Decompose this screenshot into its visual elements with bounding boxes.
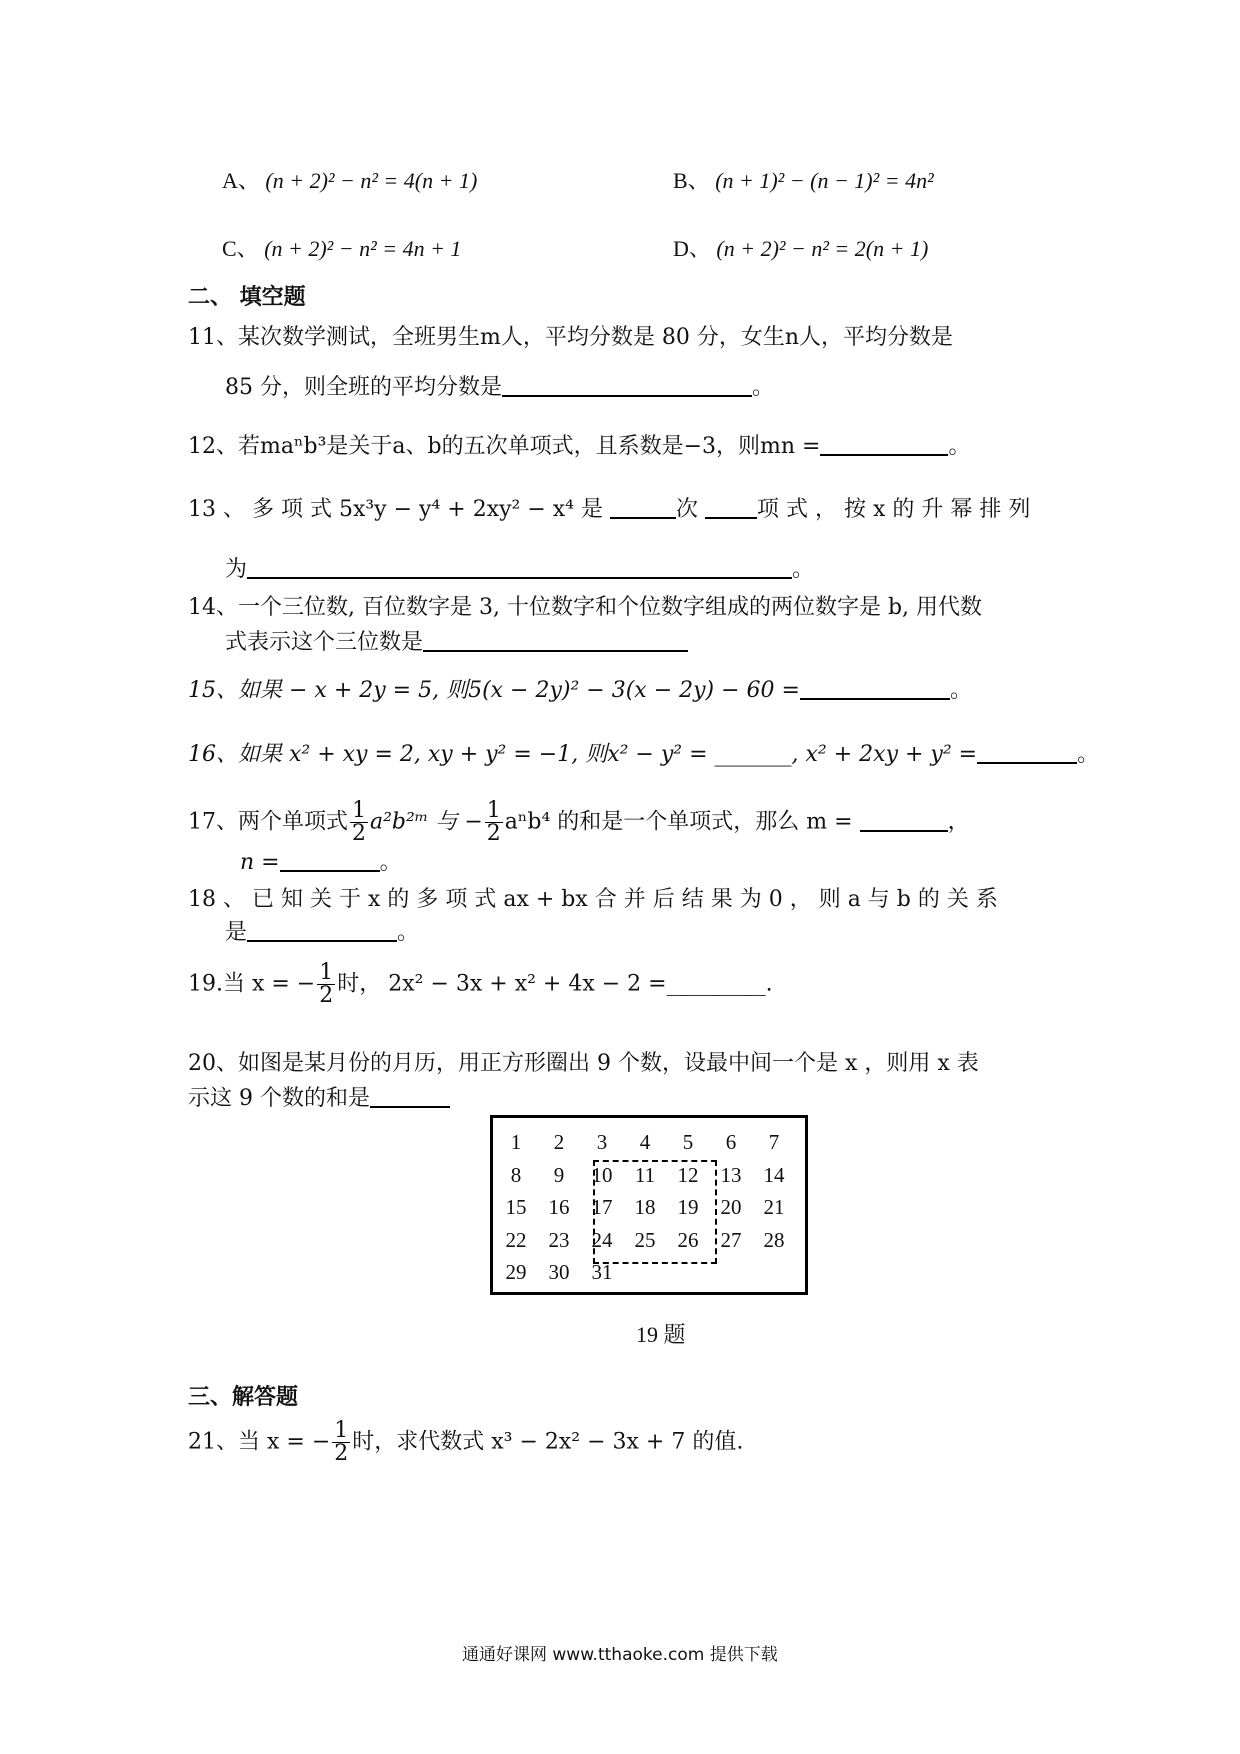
- option-a: [222, 166, 477, 196]
- q13-line2: [225, 555, 814, 585]
- q19: [188, 962, 773, 1007]
- calendar-caption: 19 题: [636, 1322, 686, 1347]
- calendar-day: 5: [682, 1130, 694, 1154]
- calendar-day: 18: [634, 1195, 656, 1219]
- q21-prefix: 21、当 x = −: [188, 1429, 331, 1455]
- calendar-day: 23: [548, 1228, 570, 1252]
- q18-tail: 。: [397, 920, 420, 945]
- section-3-title: 三、解答题: [188, 1385, 299, 1410]
- calendar-day: 9: [553, 1163, 565, 1187]
- calendar-day: 3: [596, 1130, 608, 1154]
- calendar-day: 31: [591, 1260, 613, 1284]
- calendar-day: 4: [639, 1130, 651, 1154]
- option-c-expr: (n + 2)² − n² = 4n + 1: [264, 236, 462, 261]
- q16-text: 16、如果 x² + xy = 2, xy + y² = −1, 则x² − y² = _______, x² + 2xy + y² =: [188, 742, 978, 767]
- q17-line2: [240, 848, 402, 878]
- q15-text: 15、如果 − x + 2y = 5, 则5(x − 2y)² − 3(x − 2y) − 60 =: [188, 678, 800, 703]
- q13-order-blank[interactable]: [247, 555, 792, 579]
- q11-line1: 11、某次数学测试，全班男生m人，平均分数是 80 分，女生n人，平均分数是: [188, 325, 954, 350]
- q20-line1: 20、如图是某月份的月历，用正方形圈出 9 个数，设最中间一个是 x ，则用 x 表: [188, 1051, 979, 1076]
- calendar-day: 13: [720, 1163, 742, 1187]
- q13-degree-blank[interactable]: [610, 495, 676, 519]
- q18-answer-blank[interactable]: [247, 918, 397, 942]
- q17-tail2: 。: [379, 850, 402, 875]
- option-b-label: B、: [673, 168, 710, 193]
- q13-tail: 。: [792, 557, 815, 582]
- q15-answer-blank[interactable]: [800, 676, 950, 700]
- calendar-day: 1: [510, 1130, 522, 1154]
- q13-line1: [188, 495, 1030, 525]
- q18-text: 是: [225, 920, 248, 945]
- q21-fraction: $\frac{1}{2}$: [334, 1418, 349, 1466]
- calendar-day: 2: [553, 1130, 565, 1154]
- q18-line2: [225, 918, 419, 948]
- q16: [188, 740, 1099, 770]
- footer: 通通好课网 www.tthaoke.com 提供下载: [462, 1645, 778, 1665]
- q17-tail1: ，: [947, 809, 970, 835]
- q13-terms-blank[interactable]: [705, 495, 757, 519]
- option-a-label: A、: [222, 168, 260, 193]
- q20-text: 示这 9 个数的和是: [188, 1086, 370, 1111]
- q11-line2: [225, 373, 774, 403]
- q17-n-label: n =: [240, 850, 280, 875]
- option-b-expr: (n + 1)² − (n − 1)² = 4n²: [715, 168, 934, 193]
- option-d-expr: (n + 2)² − n² = 2(n + 1): [716, 236, 929, 261]
- section-2-title: 二、 填空题: [188, 285, 306, 310]
- q17-mid: a²b²ᵐ 与 −: [370, 809, 483, 835]
- q13-part2: 次: [676, 497, 699, 522]
- q17-fraction-1: $\frac{1}{2}$: [352, 798, 366, 846]
- q20-line2: [188, 1084, 450, 1114]
- q17-prefix: 17、两个单项式: [188, 809, 348, 835]
- q17-mid2: aⁿb⁴ 的和是一个单项式，那么 m =: [504, 809, 853, 835]
- calendar-day: 29: [505, 1260, 527, 1284]
- q12-text: 12、若maⁿb³是关于a、b的五次单项式，且系数是−3，则mn =: [188, 434, 821, 459]
- option-c-label: C、: [222, 236, 259, 261]
- q17-n-blank[interactable]: [280, 848, 380, 872]
- q16-tail: 。: [1077, 742, 1100, 767]
- calendar-day: 11: [634, 1163, 656, 1187]
- calendar-day: 27: [720, 1228, 742, 1252]
- q19-suffix: 时， 2x² − 3x + x² + 4x − 2 =_________.: [337, 971, 773, 997]
- q12: [188, 432, 971, 462]
- calendar-day: 21: [763, 1195, 785, 1219]
- q15-tail: 。: [949, 678, 972, 703]
- calendar-day: 7: [768, 1130, 780, 1154]
- calendar-day: 22: [505, 1228, 527, 1252]
- q16-answer-blank[interactable]: [977, 740, 1077, 764]
- calendar-day: 17: [591, 1195, 613, 1219]
- calendar-day: 26: [677, 1228, 699, 1252]
- q17-m-blank[interactable]: [860, 808, 948, 832]
- q11-tail: 。: [752, 375, 775, 400]
- q14-text: 式表示这个三位数是: [225, 630, 424, 655]
- calendar-day: 14: [763, 1163, 785, 1187]
- calendar-day: 19: [677, 1195, 699, 1219]
- q11-answer-blank[interactable]: [502, 373, 752, 397]
- q19-prefix: 19.当 x = −: [188, 971, 316, 997]
- calendar-day: 15: [505, 1195, 527, 1219]
- q15: [188, 676, 972, 706]
- option-c: [222, 234, 461, 264]
- q18-line1: 18 、 已 知 关 于 x 的 多 项 式 ax + bx 合 并 后 结 果 为 0 ， 则 a 与 b 的 关 系: [188, 887, 998, 912]
- calendar-day: 28: [763, 1228, 785, 1252]
- q17-line1: [188, 800, 970, 845]
- q14-line2: [225, 628, 688, 658]
- calendar: [490, 1115, 808, 1295]
- calendar-day: 20: [720, 1195, 742, 1219]
- q20-answer-blank[interactable]: [370, 1084, 450, 1108]
- option-b: [673, 166, 934, 196]
- q13-wei: 为: [225, 557, 248, 582]
- q17-fraction-2: $\frac{1}{2}$: [486, 798, 501, 846]
- calendar-day: 16: [548, 1195, 570, 1219]
- calendar-day: 8: [510, 1163, 522, 1187]
- q11-text: 85 分，则全班的平均分数是: [225, 375, 502, 400]
- calendar-day: 12: [677, 1163, 699, 1187]
- q14-answer-blank[interactable]: [423, 628, 688, 652]
- calendar-day: 24: [591, 1228, 613, 1252]
- option-a-expr: (n + 2)² − n² = 4(n + 1): [265, 168, 478, 193]
- calendar-day: 6: [725, 1130, 737, 1154]
- calendar-day: 30: [548, 1260, 570, 1284]
- option-d: [673, 234, 928, 264]
- q12-tail: 。: [948, 434, 971, 459]
- q13-part3: 项 式 ， 按 x 的 升 幂 排 列: [757, 497, 1031, 522]
- q21: [188, 1420, 743, 1465]
- calendar-day: 10: [591, 1163, 613, 1187]
- q14-line1: 14、一个三位数, 百位数字是 3, 十位数字和个位数字组成的两位数字是 b, 用代数: [188, 595, 983, 620]
- q19-fraction: $\frac{1}{2}$: [319, 960, 334, 1008]
- option-d-label: D、: [673, 236, 711, 261]
- calendar-day: 25: [634, 1228, 656, 1252]
- q13-part1: 13 、 多 项 式 5x³y − y⁴ + 2xy² − x⁴ 是: [188, 497, 603, 522]
- q21-suffix: 时，求代数式 x³ − 2x² − 3x + 7 的值.: [352, 1429, 744, 1455]
- q12-answer-blank[interactable]: [820, 432, 948, 456]
